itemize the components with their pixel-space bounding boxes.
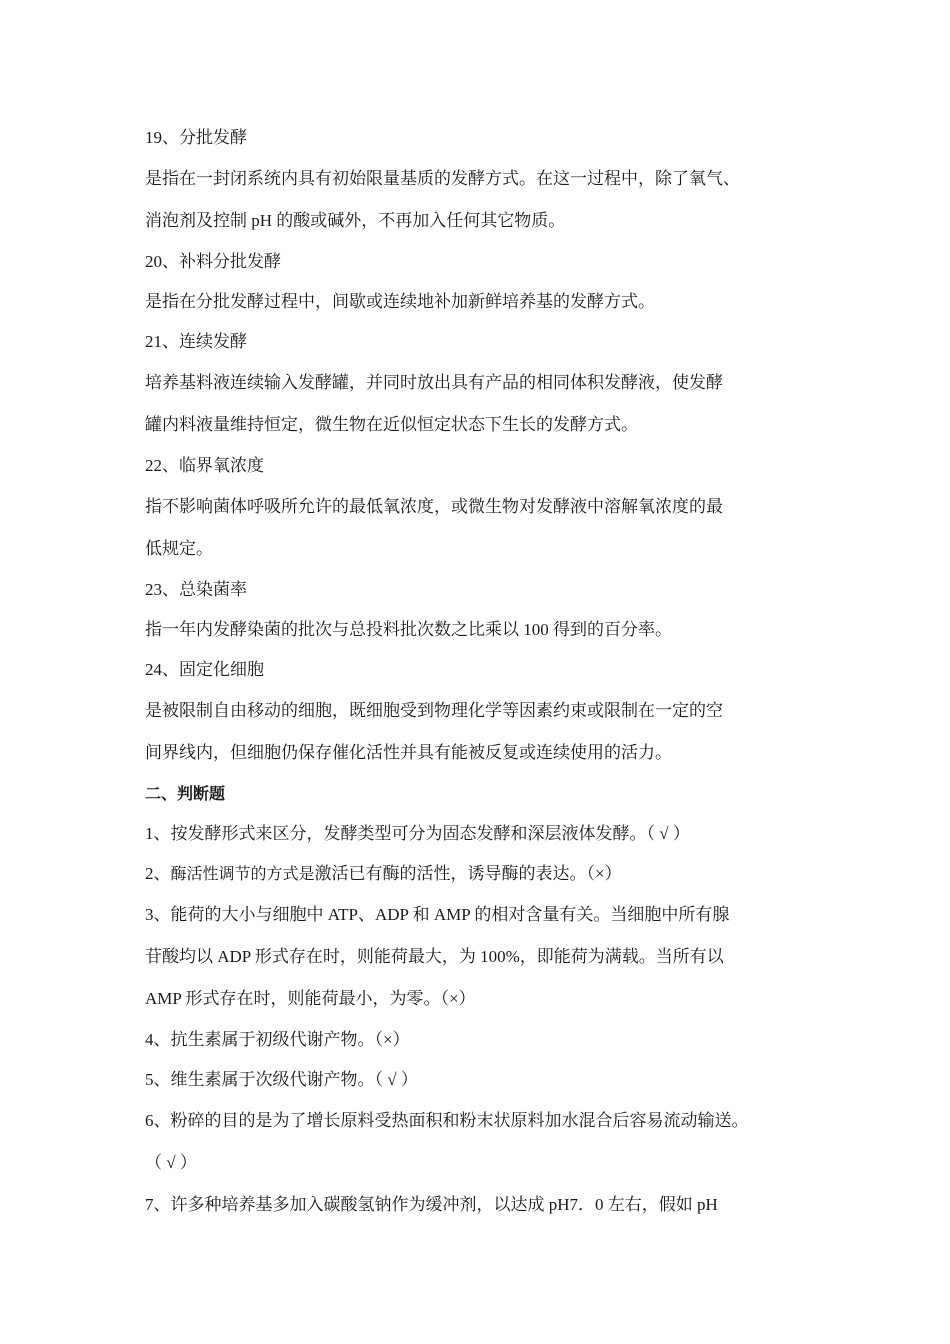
judgment-2-rest: 激活已有酶的活性，诱导酶的表达。（×） <box>314 864 622 883</box>
judgment-2-prefix: 2、 <box>145 864 171 883</box>
definition-24-line-1: 是被限制自由移动的细胞，既细胞受到物理化学等因素约束或限制在一定的空 <box>145 701 723 720</box>
definition-23-line-1: 指一年内发酵染菌的批次与总投料批次数之比乘以 100 得到的百分率。 <box>145 620 672 639</box>
definition-19-line-1: 是指在一封闭系统内具有初始限量基质的发酵方式。在这一过程中，除了氧气、 <box>145 169 740 188</box>
term-19: 19、分批发酵 <box>145 128 247 147</box>
judgment-3-line-2: 苷酸均以 ADP 形式存在时，则能荷最大，为 100%，即能荷为满载。当所有以 <box>145 947 724 966</box>
judgment-2-sans-text: 酶活性调节的方式是 <box>170 864 315 883</box>
judgment-1: 1、按发酵形式来区分，发酵类型可分为固态发酵和深层液体发酵。（ √ ） <box>145 824 690 843</box>
judgment-7-line-1: 7、许多种培养基多加入碳酸氢钠作为缓冲剂，以达成 pH7．0 左右，假如 pH <box>145 1195 718 1214</box>
term-22: 22、临界氧浓度 <box>145 456 264 475</box>
definition-21-line-2: 罐内料液量维持恒定，微生物在近似恒定状态下生长的发酵方式。 <box>145 415 638 434</box>
term-21: 21、连续发酵 <box>145 332 247 351</box>
document-page <box>145 118 825 1226</box>
definition-24-line-2: 间界线内，但细胞仍保存催化活性并具有能被反复或连续使用的活力。 <box>145 743 672 762</box>
term-23: 23、总染菌率 <box>145 580 247 599</box>
judgment-6-line-2: （ √ ） <box>145 1153 197 1172</box>
term-24: 24、固定化细胞 <box>145 660 264 679</box>
definition-20-line-1: 是指在分批发酵过程中，间歇或连续地补加新鲜培养基的发酵方式。 <box>145 292 655 311</box>
definition-21-line-1: 培养基料液连续输入发酵罐，并同时放出具有产品的相同体积发酵液，使发酵 <box>145 373 723 392</box>
section-heading: 二、判断题 <box>145 784 226 803</box>
judgment-6-line-1: 6、粉碎的目的是为了增长原料受热面积和粉末状原料加水混合后容易流动输送。 <box>145 1111 749 1130</box>
definition-22-line-2: 低规定。 <box>145 539 213 558</box>
definition-19-line-2: 消泡剂及控制 pH 的酸或碱外，不再加入任何其它物质。 <box>145 211 566 230</box>
definition-22-line-1: 指不影响菌体呼吸所允许的最低氧浓度，或微生物对发酵液中溶解氧浓度的最 <box>145 497 723 516</box>
term-20: 20、补料分批发酵 <box>145 252 281 271</box>
judgment-4: 4、抗生素属于初级代谢产物。（×） <box>145 1030 410 1049</box>
judgment-5: 5、维生素属于次级代谢产物。（ √ ） <box>145 1070 418 1089</box>
judgment-3-line-1: 3、能荷的大小与细胞中 ATP、ADP 和 AMP 的相对含量有关。当细胞中所有腺 <box>145 905 730 924</box>
judgment-2 <box>145 854 825 894</box>
judgment-3-line-3: AMP 形式存在时，则能荷最小，为零。（×） <box>145 989 476 1008</box>
